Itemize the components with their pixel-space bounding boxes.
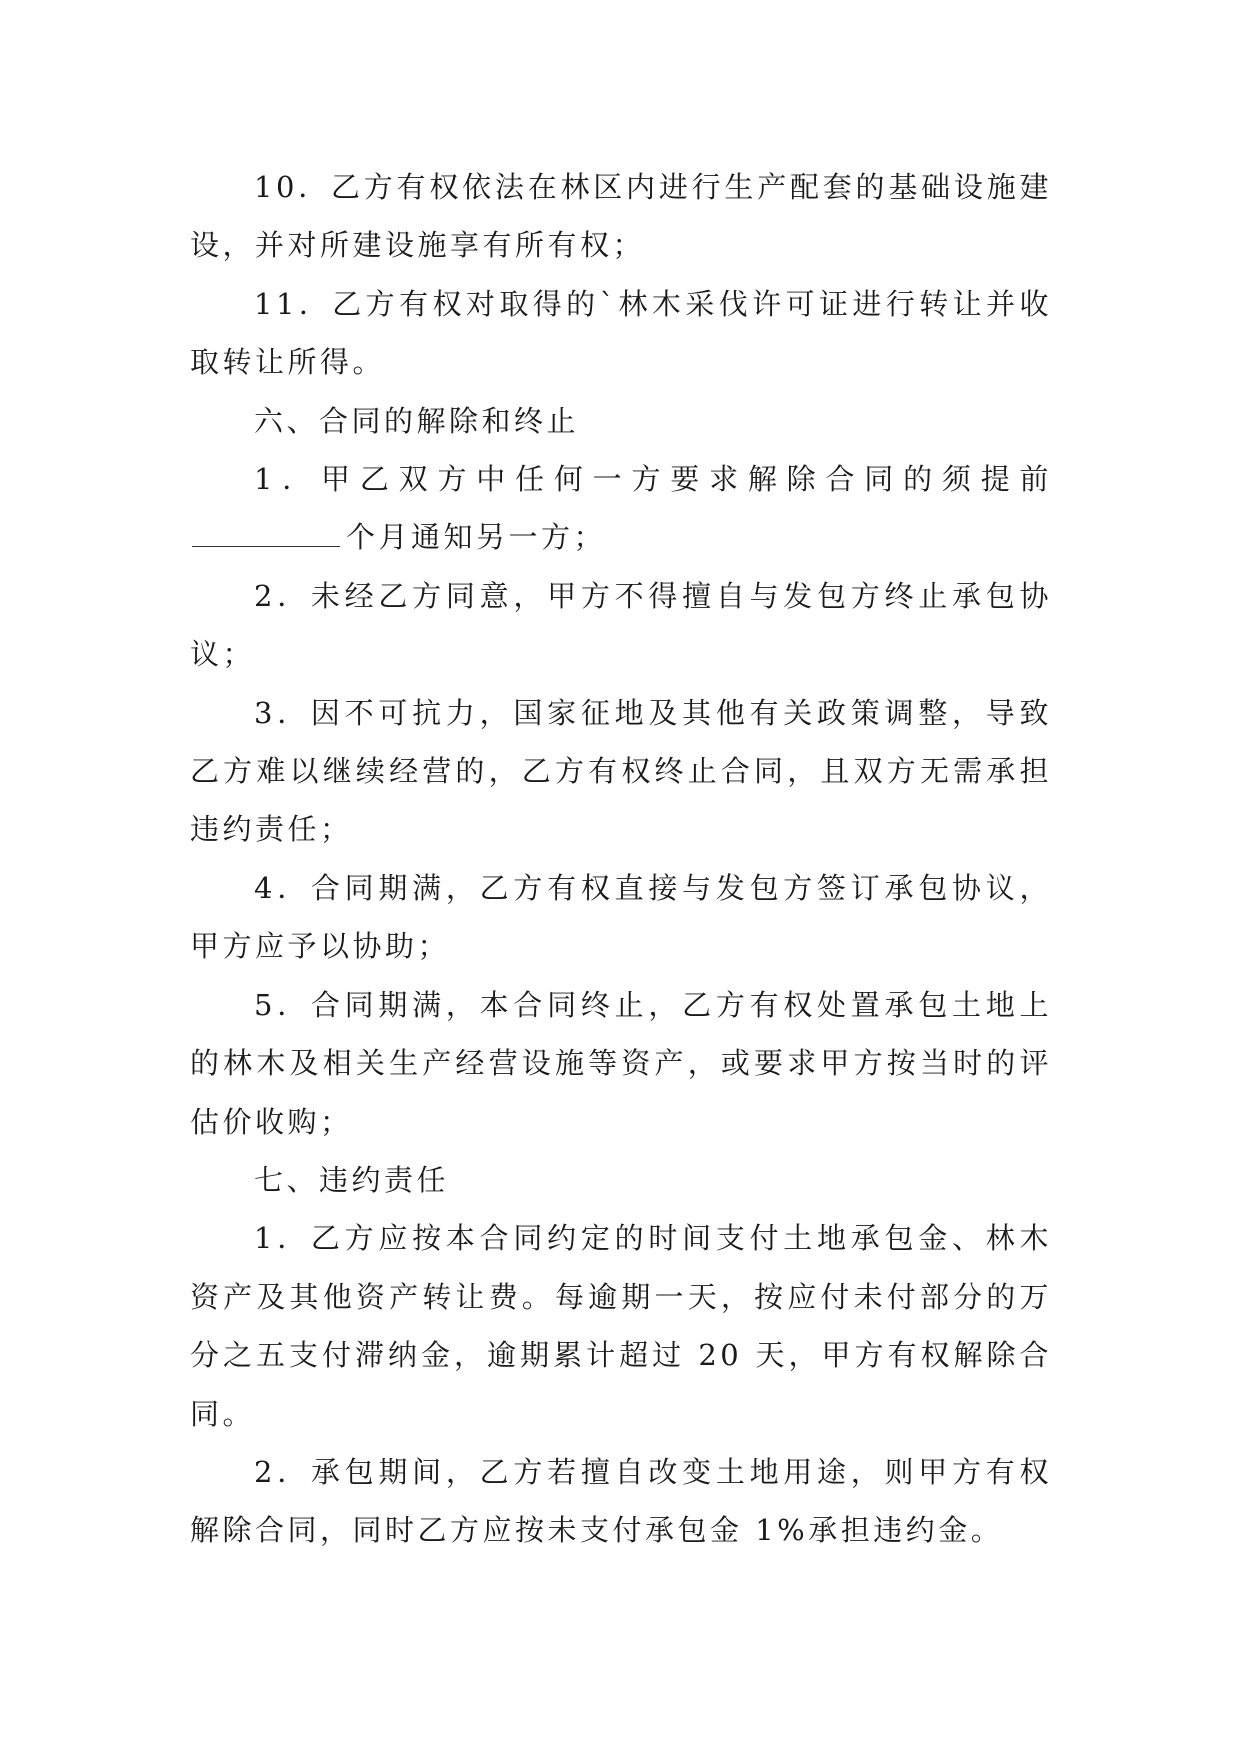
clause-land-use: 2．承包期间，乙方若擅自改变土地用途，则甲方有权解除合同，同时乙方应按未支付承包金 1%承担违约金。 [190, 1454, 1052, 1548]
clause-no-termination: 2．未经乙方同意，甲方不得擅自与发包方终止承包协议； [190, 578, 1052, 672]
document-body [190, 158, 1052, 1560]
clause-expiry: 5．合同期满，本合同终止，乙方有权处置承包土地上的林木及相关生产经营设施等资产，或要求甲方按当时的评估价收购； [190, 987, 1052, 1139]
clause-force-majeure: 3．因不可抗力，国家征地及其他有关政策调整，导致乙方难以继续经营的，乙方有权终止合同，且双方无需承担违约责任； [190, 695, 1052, 847]
clause-late-payment: 1．乙方应按本合同约定的时间支付土地承包金、林木资产及其他资产转让费。每逾期一天，按应付未付部分的万分之五支付滞纳金，逾期累计超过 20 天，甲方有权解除合同。 [190, 1221, 1052, 1431]
section-heading-liability: 七、违约责任 [254, 1162, 450, 1197]
clause-10: 10．乙方有权依法在林区内进行生产配套的基础设施建设，并对所建设施享有所有权； [190, 170, 1052, 263]
section-heading-termination: 六、合同的解除和终止 [254, 403, 580, 438]
clause-11: 11．乙方有权对取得的`林木采伐许可证进行转让并收取转让所得。 [190, 286, 1052, 380]
clause-renewal: 4．合同期满，乙方有权直接与发包方签订承包协议，甲方应予以协助； [190, 870, 1052, 964]
clause-notice-period [190, 450, 1052, 567]
clause-notice-period-text: 1．甲乙双方中任何一方要求解除合同的须提前 [254, 462, 1052, 497]
clause-notice-period-tail: 个月通知另一方； [346, 520, 607, 555]
notice-months-blank [192, 545, 340, 547]
